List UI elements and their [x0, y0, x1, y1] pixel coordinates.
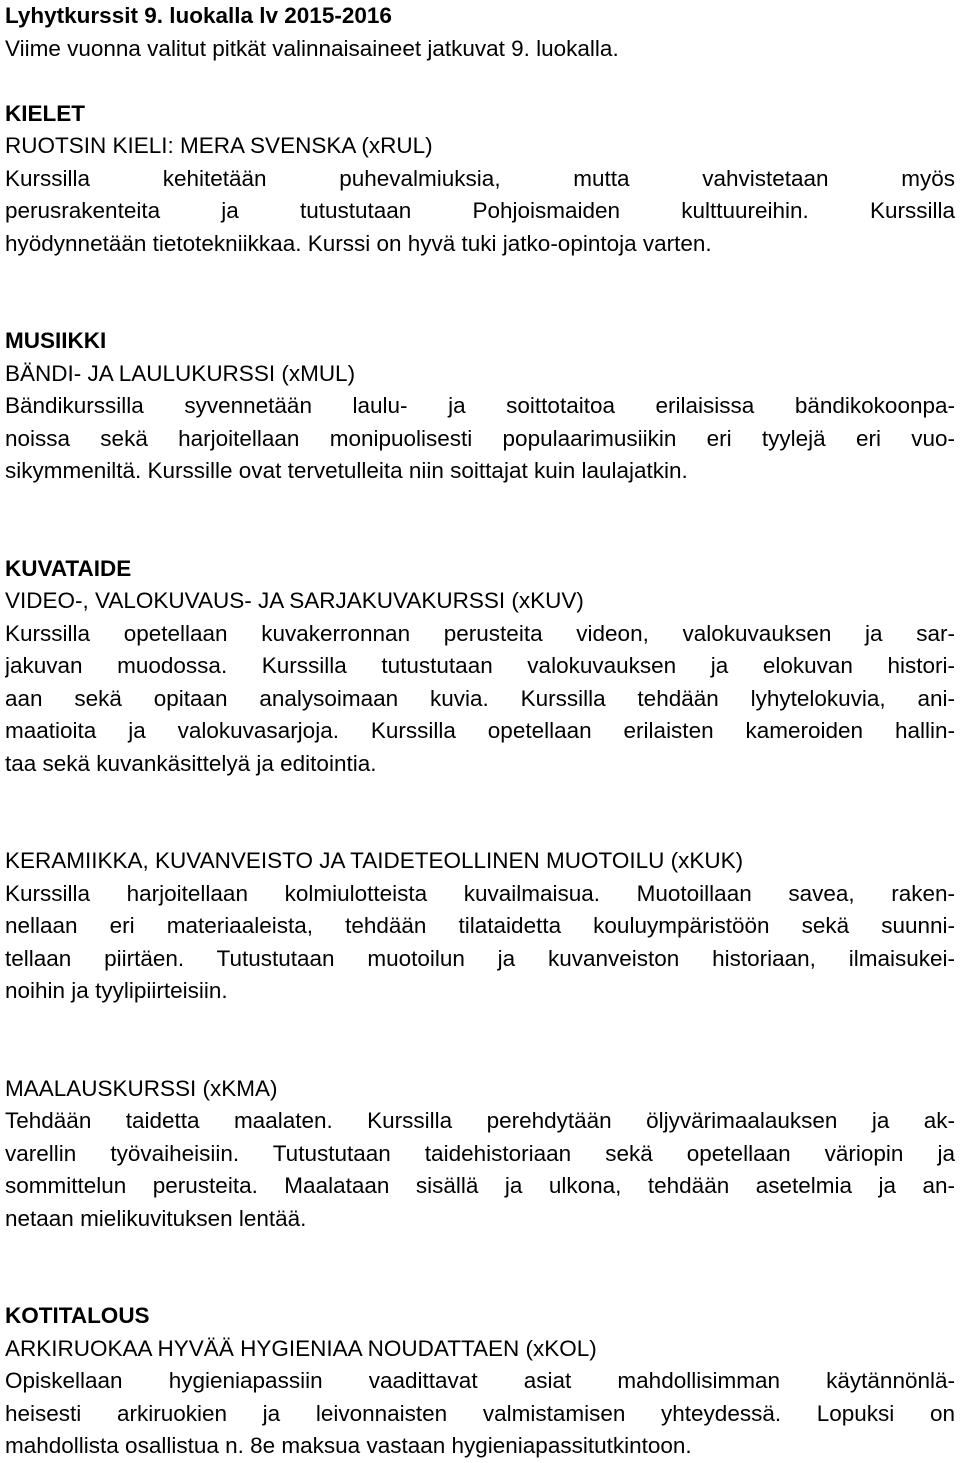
- spacer: [5, 488, 955, 521]
- course-title: RUOTSIN KIELI: MERA SVENSKA (xRUL): [5, 133, 433, 158]
- spacer: [5, 260, 955, 293]
- section-kielet: [5, 98, 955, 261]
- course-description-line: hyödynnetään tietotekniikkaa. Kurssi on hyvä tuki jatko-opintoja varten.: [5, 230, 712, 256]
- spacer: [5, 1235, 955, 1268]
- section-kotitalous: [5, 1300, 955, 1463]
- spacer: [5, 293, 955, 326]
- section-keramiikka: [5, 845, 955, 1008]
- course-description-line: heisesti arkiruokien ja leivonnaisten valmistamisen yhteydessä. Lopuksi on: [5, 1400, 955, 1426]
- course-description-line: nellaan eri materiaaleista, tehdään tilataidetta kouluympäristöön sekä suunni-: [5, 913, 955, 938]
- course-description-line: sommittelun perusteita. Maalataan sisällä ja ulkona, tehdään asetelmia ja an-: [5, 1173, 955, 1198]
- course-description-line: jakuvan muodossa. Kurssilla tutustutaan valokuvauksen ja elokuvan histori-: [5, 653, 955, 678]
- course-description-line: Tehdään taidetta maalaten. Kurssilla perehdytään öljyvärimaalauksen ja ak-: [5, 1108, 955, 1133]
- course-description-line: noihin ja tyylipiirteisiin.: [5, 978, 228, 1003]
- section-heading: KIELET: [5, 100, 86, 126]
- section-heading: KUVATAIDE: [5, 555, 132, 581]
- course-title: KERAMIIKKA, KUVANVEISTO JA TAIDETEOLLINEN MUOTOILU (xKUK): [5, 848, 744, 873]
- section-maalaus: [5, 1073, 955, 1236]
- spacer: [5, 520, 955, 553]
- section-heading: MUSIIKKI: [5, 328, 107, 353]
- spacer: [5, 65, 955, 98]
- course-description-line: Kurssilla opetellaan kuvakerronnan perusteita videon, valokuvauksen ja sar-: [5, 620, 955, 646]
- course-description-line: maatioita ja valokuvasarjoja. Kurssilla opetellaan erilaisten kameroiden hallin-: [5, 718, 955, 743]
- section-kuvataide: [5, 553, 955, 781]
- course-title: ARKIRUOKAA HYVÄÄ HYGIENIAA NOUDATTAEN (xKOL): [5, 1335, 597, 1361]
- course-description-line: perusrakenteita ja tutustutaan Pohjoismaiden kulttuureihin. Kurssilla: [5, 198, 955, 223]
- spacer: [5, 1008, 955, 1041]
- course-title: MAALAUSKURSSI (xKMA): [5, 1075, 278, 1101]
- course-description-line: Opiskellaan hygieniapassiin vaadittavat asiat mahdollisimman käytännönlä-: [5, 1368, 955, 1393]
- course-description-line: sikymmeniltä. Kurssille ovat tervetulleita niin soittajat kuin laulajatkin.: [5, 458, 688, 483]
- course-description-line: varellin työvaiheisiin. Tutustutaan taidehistoriaan sekä opetellaan väriopin ja: [5, 1140, 955, 1166]
- spacer: [5, 813, 955, 846]
- course-title: BÄNDI- JA LAULUKURSSI (xMUL): [5, 360, 356, 386]
- course-description-line: mahdollista osallistua n. 8e maksua vastaan hygieniapassitutkintoon.: [5, 1433, 692, 1458]
- section-musiikki: [5, 325, 955, 488]
- course-description-line: tellaan piirtäen. Tutustutaan muotoilun ja kuvanveiston historiaan, ilmaisukei-: [5, 945, 955, 971]
- course-description-line: Kurssilla kehitetään puhevalmiuksia, mutta vahvistetaan myös: [5, 165, 955, 191]
- course-title: VIDEO-, VALOKUVAUS- JA SARJAKUVAKURSSI (xKUV): [5, 588, 584, 613]
- spacer: [5, 1040, 955, 1073]
- course-description-line: netaan mielikuvituksen lentää.: [5, 1205, 307, 1231]
- course-description-line: noissa sekä harjoitellaan monipuolisesti populaarimusiikin eri tyylejä eri vuo-: [5, 425, 955, 451]
- course-description-line: Kurssilla harjoitellaan kolmiulotteista kuvailmaisua. Muotoillaan savea, raken-: [5, 880, 955, 906]
- course-description-line: Bändikurssilla syvennetään laulu- ja soittotaitoa erilaisissa bändikokoonpa-: [5, 393, 955, 418]
- section-heading: KOTITALOUS: [5, 1303, 150, 1328]
- course-description-line: aan sekä opitaan analysoimaan kuvia. Kurssilla tehdään lyhytelokuvia, ani-: [5, 685, 955, 711]
- course-description-line: taa sekä kuvankäsittelyä ja editointia.: [5, 750, 377, 776]
- document-page: [5, 0, 955, 1463]
- spacer: [5, 780, 955, 813]
- page-title: Lyhytkurssit 9. luokalla lv 2015-2016: [5, 3, 392, 28]
- spacer: [5, 1268, 955, 1301]
- page-subtitle: Viime vuonna valitut pitkät valinnaisaineet jatkuvat 9. luokalla.: [5, 35, 619, 61]
